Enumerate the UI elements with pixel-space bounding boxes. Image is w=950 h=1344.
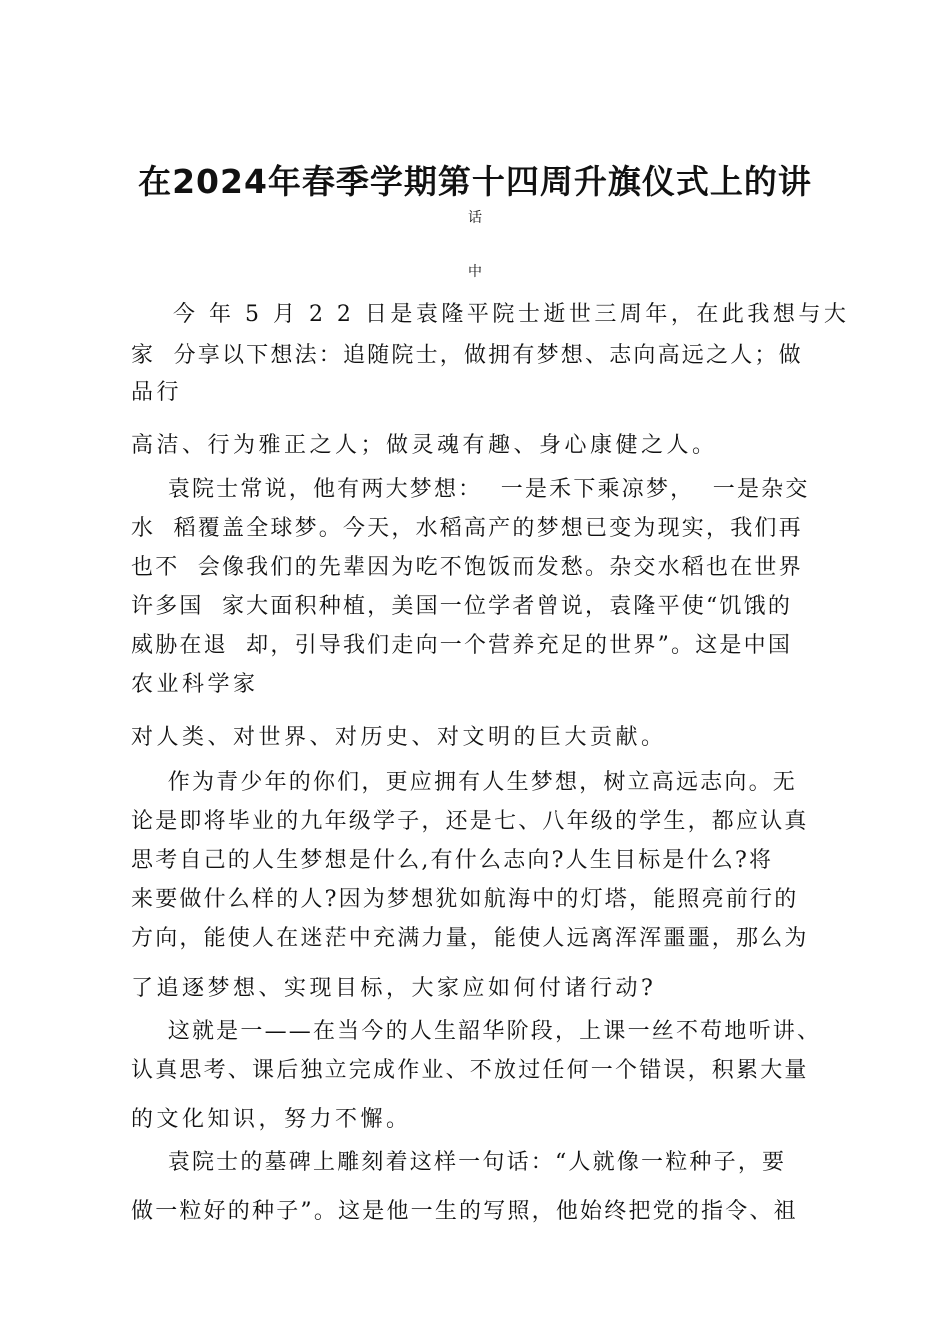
document-title: 在2024年春季学期第十四周升旗仪式上的讲 [138, 162, 812, 201]
body-line: 许多国 家大面积种植，美国一位学者曾说，袁隆平使“饥饿的 [131, 594, 793, 619]
body-line: 这就是一——在当今的人生韶华阶段，上课一丝不苟地听讲、 [131, 1019, 822, 1044]
document-subtag: 中 [468, 264, 482, 280]
body-line: 也不 会像我们的先辈因为吃不饱饭而发愁。杂交水稻也在世界 [131, 555, 803, 580]
body-line: 今 年 5 月 2 2 日是袁隆平院士逝世三周年，在此我想与大 [131, 302, 850, 327]
body-line: 方向，能使人在迷茫中充满力量，能使人远离浑浑噩噩，那么为 [131, 926, 809, 951]
body-line: 家 分享以下想法：追随院士，做拥有梦想、志向高远之人；做 [131, 343, 803, 368]
document-title-tail: 话 [468, 210, 482, 226]
body-line: 认真思考、课后独立完成作业、不放过任何一个错误，积累大量 [131, 1058, 809, 1083]
body-line: 作为青少年的你们，更应拥有人生梦想，树立高远志向。无 [131, 770, 797, 795]
body-line: 农业科学家 [131, 672, 259, 697]
body-line: 做一粒好的种子”。这是他一生的写照，他始终把党的指令、祖 [131, 1199, 798, 1224]
body-line: 袁院士的墓碑上雕刻着这样一句话：“人就像一粒种子，要 [131, 1150, 787, 1175]
body-line: 对人类、对世界、对历史、对文明的巨大贡献。 [131, 725, 667, 750]
body-line: 了追逐梦想、实现目标，大家应如何付诸行动? [131, 976, 657, 1001]
body-line: 高洁、行为雅正之人；做灵魂有趣、身心康健之人。 [131, 433, 718, 458]
body-line: 思考自己的人生梦想是什么,有什么志向?人生目标是什么?将 [131, 848, 774, 873]
body-line: 的文化知识，努力不懈。 [131, 1107, 412, 1132]
body-line: 威胁在退 却，引导我们走向一个营养充足的世界”。这是中国 [131, 633, 793, 658]
body-line: 品行 [131, 380, 183, 405]
body-line: 论是即将毕业的九年级学子，还是七、八年级的学生，都应认真 [131, 809, 809, 834]
body-line: 袁院士常说，他有两大梦想： 一是禾下乘凉梦， 一是杂交 [131, 477, 810, 502]
body-line: 水 稻覆盖全球梦。今天，水稻高产的梦想已变为现实，我们再 [131, 516, 803, 541]
body-line: 来要做什么样的人?因为梦想犹如航海中的灯塔，能照亮前行的 [131, 887, 799, 912]
